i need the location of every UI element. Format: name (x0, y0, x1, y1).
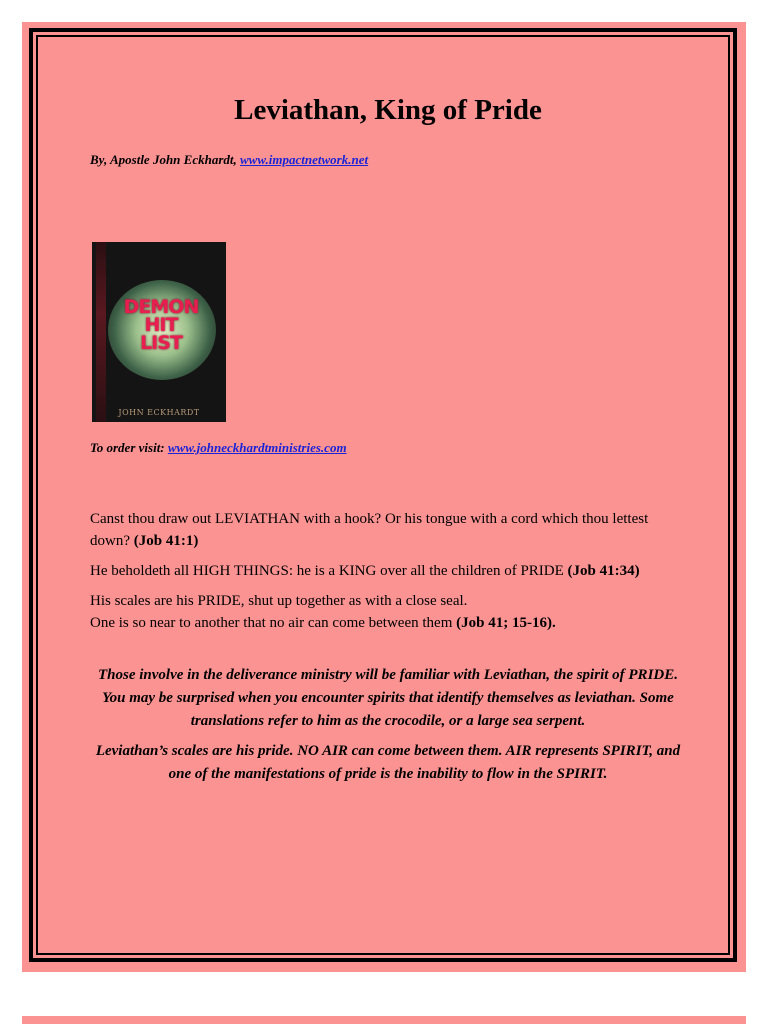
byline-text: By, Apostle John Eckhardt, (90, 152, 241, 167)
verse-text: He beholdeth all HIGH THINGS: he is a KING over all the children of PRIDE (90, 563, 568, 579)
book-cover-image (92, 242, 226, 422)
page-title: Leviathan, King of Pride (234, 94, 542, 126)
verse-paragraph (90, 508, 686, 552)
page-border-inner (36, 35, 730, 955)
cover-title-line2: HIT (144, 314, 178, 336)
verse-reference: (Job 41:1) (133, 533, 199, 549)
verse-text: His scales are his PRIDE, shut up together as with a close seal. (90, 593, 468, 609)
byline (90, 152, 686, 168)
cover-title-line3: LIST (140, 332, 182, 354)
page-content (90, 92, 686, 782)
verse-reference: (Job 41; 15-16). (456, 615, 556, 631)
impactnetwork-link[interactable]: www.impactnetwork.net (240, 152, 369, 167)
scripture-verses (90, 508, 686, 642)
next-page-edge (22, 1016, 746, 1024)
verse-paragraph (90, 560, 686, 582)
cover-title-line1: DEMON (123, 296, 199, 318)
commentary-paragraph: Those involve in the deliverance ministry will be familiar with Leviathan, the spirit of PRIDE. You may be surprised when you encounter spirits that identify themselves as leviathan. Some translations refer to him as the crocodile, or a large sea serpent. (97, 667, 678, 729)
document-page (22, 22, 746, 972)
commentary-paragraph: Leviathan’s scales are his pride. NO AIR can come between them. AIR represents SPIRIT, and one of the manifestations of pride is the inability to flow in the SPIRIT. (95, 743, 681, 782)
order-line (90, 440, 347, 456)
cover-title (100, 298, 222, 352)
verse-paragraph (90, 590, 686, 634)
verse-text: Canst thou draw out LEVIATHAN with a hook? Or his tongue with a cord which thou lettest down? (90, 511, 649, 549)
verse-reference: (Job 41:34) (567, 563, 640, 579)
ministries-link[interactable]: www.johneckhardtministries.com (167, 440, 347, 455)
verse-text: One is so near to another that no air can come between them (90, 615, 457, 631)
cover-author: JOHN ECKHARDT (118, 408, 200, 417)
order-text: To order visit: (90, 440, 168, 455)
commentary (90, 664, 686, 793)
